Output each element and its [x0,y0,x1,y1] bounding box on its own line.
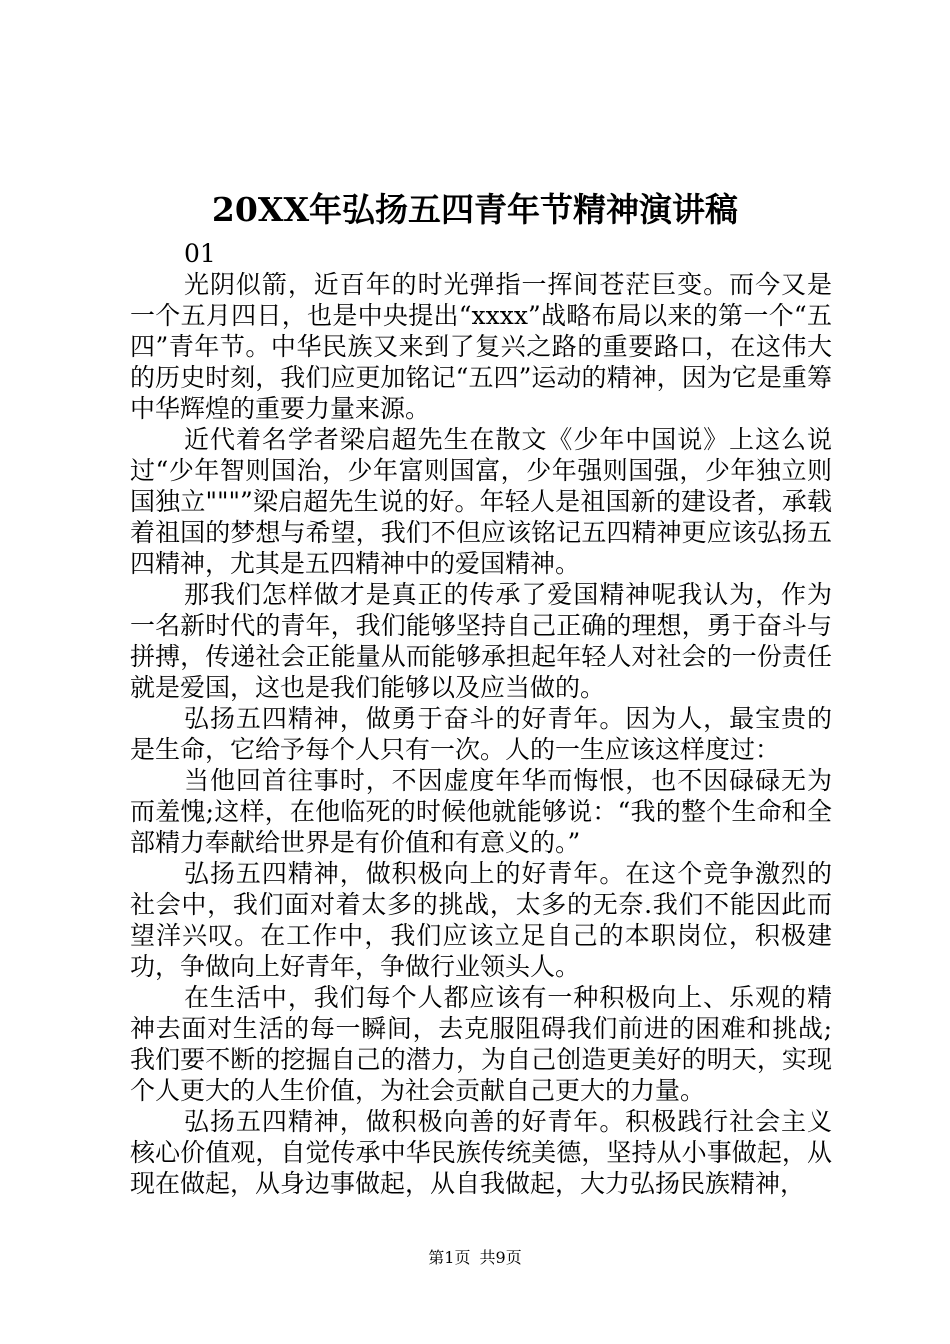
paragraph: 弘扬五四精神，做积极向上的好青年。在这个竞争激烈的社会中，我们面对着太多的挑战，太多的无奈.我们不能因此而望洋兴叹。在工作中，我们应该立足自己的本职岗位，积极建功，争做向上好青年，争做行业领头人。 [130,859,832,981]
document-title: 20XX年弘扬五四青年节精神演讲稿 [211,190,739,229]
document-body [130,238,832,1199]
paragraph: 光阴似箭，近百年的时光弹指一挥间苍茫巨变。而今又是一个五月四日，也是中央提出“xxxx”战略布局以来的第一个“五四”青年节。中华民族又来到了复兴之路的重要路口，在这伟大的历史时刻，我们应更加铭记“五四”运动的精神，因为它是重筹中华辉煌的重要力量来源。 [130,270,832,423]
page-number-total: 共9页 [479,1248,522,1267]
paragraph: 近代着名学者梁启超先生在散文《少年中国说》上这么说过“少年智则国治，少年富则国富，少年强则国强，少年独立则国独立"""”梁启超先生说的好。年轻人是祖国新的建设者，承载着祖国的梦想与希望，我们不但应该铭记五四精神更应该弘扬五四精神，尤其是五四精神中的爱国精神。 [130,425,832,578]
paragraph: 弘扬五四精神，做勇于奋斗的好青年。因为人，最宝贵的是生命，它给予每个人只有一次。人的一生应该这样度过： [130,704,832,764]
paragraph: 弘扬五四精神，做积极向善的好青年。积极践行社会主义核心价值观，自觉传承中华民族传统美德，坚持从小事做起，从现在做起，从身边事做起，从自我做起，大力弘扬民族精神， [130,1107,832,1198]
section-number: 01 [184,239,216,268]
paragraph: 在生活中，我们每个人都应该有一种积极向上、乐观的精神去面对生活的每一瞬间，去克服阻碍我们前进的困难和挑战;我们要不断的挖掘自己的潜力，为自己创造更美好的明天，实现个人更大的人生价值，为社会贡献自己更大的力量。 [130,983,832,1105]
paragraph: 当他回首往事时，不因虚度年华而悔恨，也不因碌碌无为而羞愧;这样，在他临死的时候他就能够说：“我的整个生命和全部精力奉献给世界是有价值和有意义的。” [130,766,832,857]
page-number-current: 第1页 [428,1248,471,1267]
paragraph: 那我们怎样做才是真正的传承了爱国精神呢我认为，作为一名新时代的青年，我们能够坚持自己正确的理想，勇于奋斗与拼搏，传递社会正能量从而能够承担起年轻人对社会的一份责任就是爱国，这也是我们能够以及应当做的。 [130,580,832,702]
page-footer [0,1245,950,1268]
